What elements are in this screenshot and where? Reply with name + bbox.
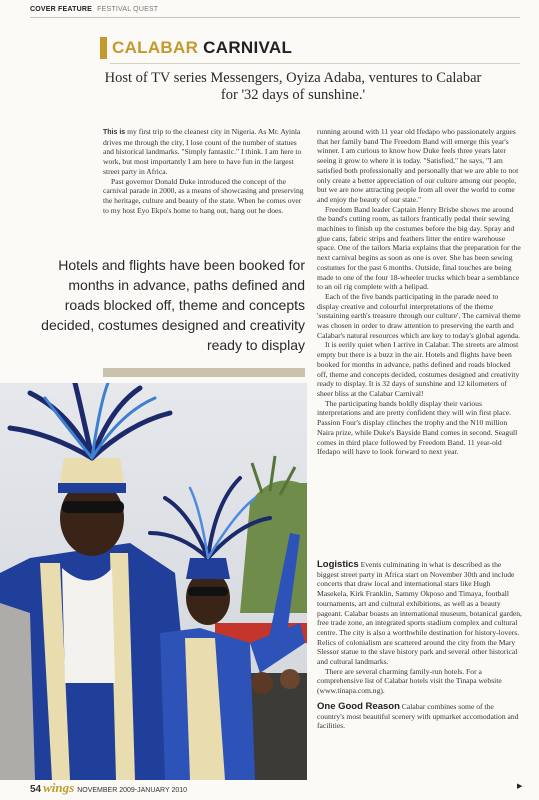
section-header [30, 6, 158, 13]
logistics-heading: Logistics [317, 559, 359, 570]
reason-heading: One Good Reason [317, 700, 400, 712]
issue-date: NOVEMBER 2009-JANUARY 2010 [77, 787, 188, 794]
carnival-illustration [0, 383, 307, 780]
paragraph: Calabar combines some of the country's most beautiful scenery with upmarket accomodation and facilities. [317, 701, 519, 731]
article-title [100, 37, 292, 59]
section-label: COVER FEATURE [30, 6, 92, 13]
paragraph: my first trip to the cleanest city in Nigeria. As Mr. Ayinla drives me through the city, I lose count of the number of statues and historical landmarks. "Simply fantastic." I think. I am here to work, but most importantly I am here to have fun in the largest street party in Africa. [103, 127, 302, 176]
standfirst: Host of TV series Messengers, Oyiza Adaba, ventures to Calabar for '32 days of sunshine.' [104, 70, 482, 103]
title-part1: CALABAR [112, 38, 199, 57]
article-column-2 [317, 127, 522, 457]
continue-arrow-icon: ▶ [517, 782, 523, 790]
header-divider [30, 17, 520, 18]
page-number: 54 [30, 784, 42, 795]
article-column-1 [103, 127, 305, 215]
paragraph: It is eerily quiet when I arrive in Calabar. The streets are almost empty but there is a buzz in the air. Hotels and flights have been booked for months in advance, paths defined and roads blocked off, theme and concepts decided, costumes designed and creativity ready to display. It is 32 days of sunshine and 12 kilometers of sheer bliss at the Calabar Carnival! [317, 340, 520, 398]
paragraph: There are several charming family-run hotels. For a comprehensive list of Calabar hotels visit the Tinapa website (www.tinapa.com.ng). [317, 666, 502, 696]
title-text [112, 38, 292, 58]
lead-in: This is [103, 129, 126, 136]
wings-logo: wings [43, 780, 75, 795]
page-footer [30, 780, 187, 796]
subsection-label: FESTIVAL QUEST [97, 6, 159, 13]
carnival-photo [0, 383, 307, 780]
paragraph: Each of the five bands participating in the parade need to display creative and colourful interpretations of the theme 'sustaining earth's treasure through our culture'. The carnival theme was chosen in order to draw attention to preserving the earth and Calabar's natural resources which are key to today's global agenda. [317, 291, 521, 340]
paragraph: Events culminating in what is described as the biggest street party in Africa start on November 30th and include concerts that draw local and international stars like Hugh Masekela, Kirk Franklin, Sammy Okposo and Timaya, football tournaments, art and cultural exhibitions, as well as a beauty pageant. Calabar boasts an international museum, botanical garden, free trade zone, an integrated sports stadium complex and cultural centre. The city is also a worthwhile destination for history-lovers. Relics of colonialism are scattered around the city from the Mary Slessor statue to the slave history park and several other historical and cultural landmarks. [317, 560, 522, 667]
pull-quote: Hotels and flights have been booked for months in advance, paths defined and roads blocked off, theme and concepts decided, costumes designed and creativity ready to display [41, 257, 305, 353]
paragraph: running around with 11 year old Ifedapo who passionately argues that her family band The Freedom Band will emerge this year's winner. I am curious to know how Duke feels three years later seeing it grow to where it is today. "Satisfied," he says, "I am satisfied both professionally and personally that we are able to not only create a better appreciation of our culture among our people, but we are now attracting people from all over the world to come and enjoy the beauty of our state." [317, 127, 519, 204]
title-accent-bar [100, 37, 107, 59]
article-column-3 [317, 560, 522, 731]
title-divider [110, 63, 520, 64]
paragraph: Freedom Band leader Captain Henry Brisbe shows me around the band's cutting room, as tailors frantically pedal their sewing machines to finish up the costumes before the big day. Spray and glue cans, fabric strips and feathers litter the entire warehouse space. One of the tailors Maria explains that the preparation for the next carnival begins as soon as one is over. She has been sewing costumes for the past 6 months. Outside, final touches are being made to one of the four 18-wheeler trucks which bear a semblance to an oil rig complete with a helipad. [317, 204, 521, 292]
paragraph: The participating bands boldly display their various interpretations and are pretty confident they will win first place. Passion Four's display clinches the trophy and the N10 million Naira prize, while Duke's Bayside Band comes in second. Seagull comes in third place followed by Freedom Band. 11 year-old Ifedapo will have to look forward to next year. [317, 398, 518, 457]
title-part2: CARNIVAL [198, 38, 293, 57]
pull-quote-bar [103, 368, 305, 377]
paragraph: Past governor Donald Duke introduced the concept of the carnival parade in 2000, as a means of showcasing and preserving the heritage, culture and beauty of the state. When he comes over to my host Eyo Ekpo's home to hang out, hang out he does. [103, 176, 304, 215]
